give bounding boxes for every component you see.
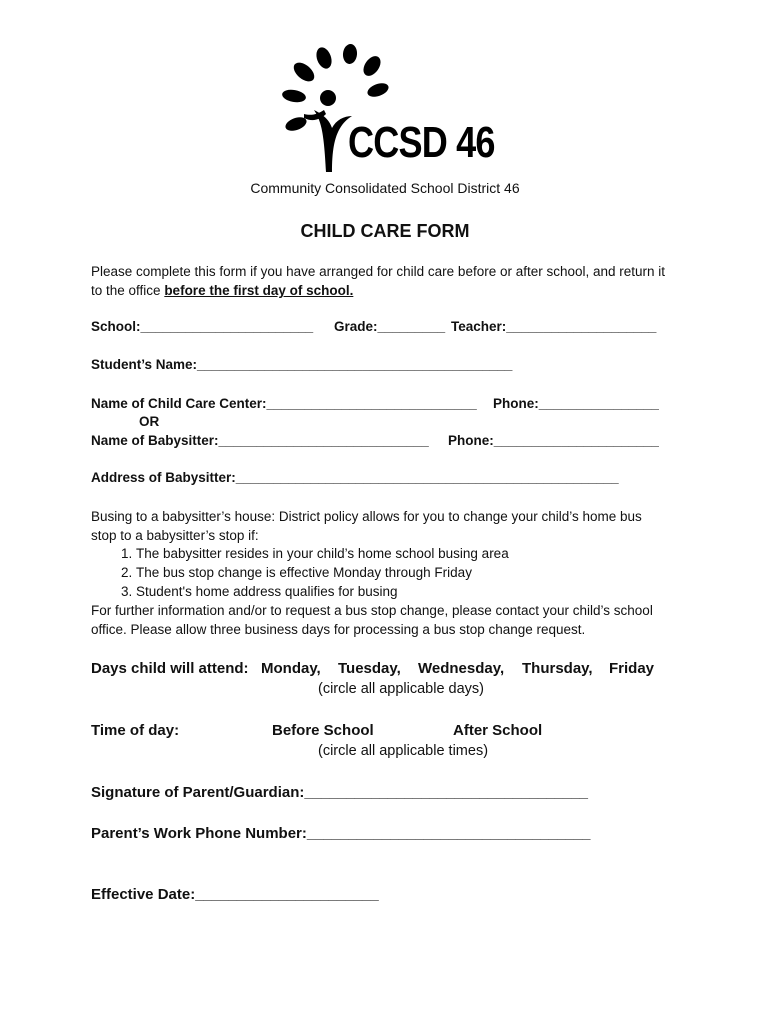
- effective-date-field[interactable]: Effective Date:______________________: [91, 886, 379, 903]
- day-option-tuesday[interactable]: Tuesday,: [338, 660, 401, 677]
- or-label: OR: [139, 414, 160, 429]
- time-option-after[interactable]: After School: [453, 722, 543, 739]
- intro-line-1: Please complete this form if you have arranged for child care before or after school, and return it: [91, 264, 666, 279]
- logo-leaf: [366, 81, 391, 100]
- busing-line-4: office. Please allow three business days for processing a bus stop change request.: [91, 622, 586, 637]
- logo-text: CCSD 46: [348, 118, 495, 167]
- day-option-monday[interactable]: Monday,: [261, 660, 321, 677]
- form-title: CHILD CARE FORM: [300, 221, 470, 241]
- logo-figure-head: [320, 90, 336, 106]
- busing-line-1: Busing to a babysitter’s house: District policy allows for you to change your child’s home bus: [91, 509, 642, 524]
- babysitter-phone-field[interactable]: Phone:______________________: [448, 433, 659, 448]
- intro-line-2: [91, 281, 353, 300]
- intro-line-2-prefix: to the office: [91, 283, 165, 298]
- intro-deadline: before the first day of school.: [164, 283, 354, 298]
- logo-leaf: [314, 45, 335, 70]
- babysitter-address-field[interactable]: Address of Babysitter:___________________________________________________: [91, 470, 619, 485]
- signature-field[interactable]: Signature of Parent/Guardian:__________________________________: [91, 784, 588, 801]
- student-name-field[interactable]: Student’s Name:__________________________________________: [91, 357, 513, 372]
- district-name: Community Consolidated School District 46: [250, 180, 520, 196]
- list-item: 2. The bus stop change is effective Monday through Friday: [136, 563, 509, 582]
- school-field[interactable]: School:_______________________: [91, 319, 314, 334]
- work-phone-field[interactable]: Parent’s Work Phone Number:__________________________________: [91, 825, 591, 842]
- busing-line-2: stop to a babysitter’s stop if:: [91, 528, 259, 543]
- time-option-before[interactable]: Before School: [272, 722, 374, 739]
- logo-leaf: [290, 59, 317, 85]
- logo-stem: [314, 110, 352, 172]
- babysitter-name-field[interactable]: Name of Babysitter:____________________________: [91, 433, 429, 448]
- logo-leaf: [281, 88, 307, 104]
- busing-line-3: For further information and/or to request a bus stop change, please contact your child’s school: [91, 603, 653, 618]
- child-care-center-field[interactable]: Name of Child Care Center:____________________________: [91, 396, 477, 411]
- teacher-field[interactable]: Teacher:____________________: [451, 319, 657, 334]
- list-item: 3. Student's home address qualifies for busing: [136, 582, 509, 601]
- center-phone-field[interactable]: Phone:________________: [493, 396, 659, 411]
- logo-leaf: [342, 44, 358, 65]
- day-option-wednesday[interactable]: Wednesday,: [418, 660, 505, 677]
- day-option-friday[interactable]: Friday: [609, 660, 655, 677]
- days-label: Days child will attend:: [91, 660, 249, 677]
- grade-field[interactable]: Grade:_________: [334, 319, 446, 334]
- list-item: 1. The babysitter resides in your child’s home school busing area: [136, 544, 509, 563]
- days-hint: (circle all applicable days): [318, 681, 485, 697]
- time-label: Time of day:: [91, 722, 180, 739]
- busing-conditions-list: [92, 544, 509, 601]
- time-hint: (circle all applicable times): [318, 743, 489, 759]
- logo-leaf: [360, 53, 384, 79]
- day-option-thursday[interactable]: Thursday,: [522, 660, 593, 677]
